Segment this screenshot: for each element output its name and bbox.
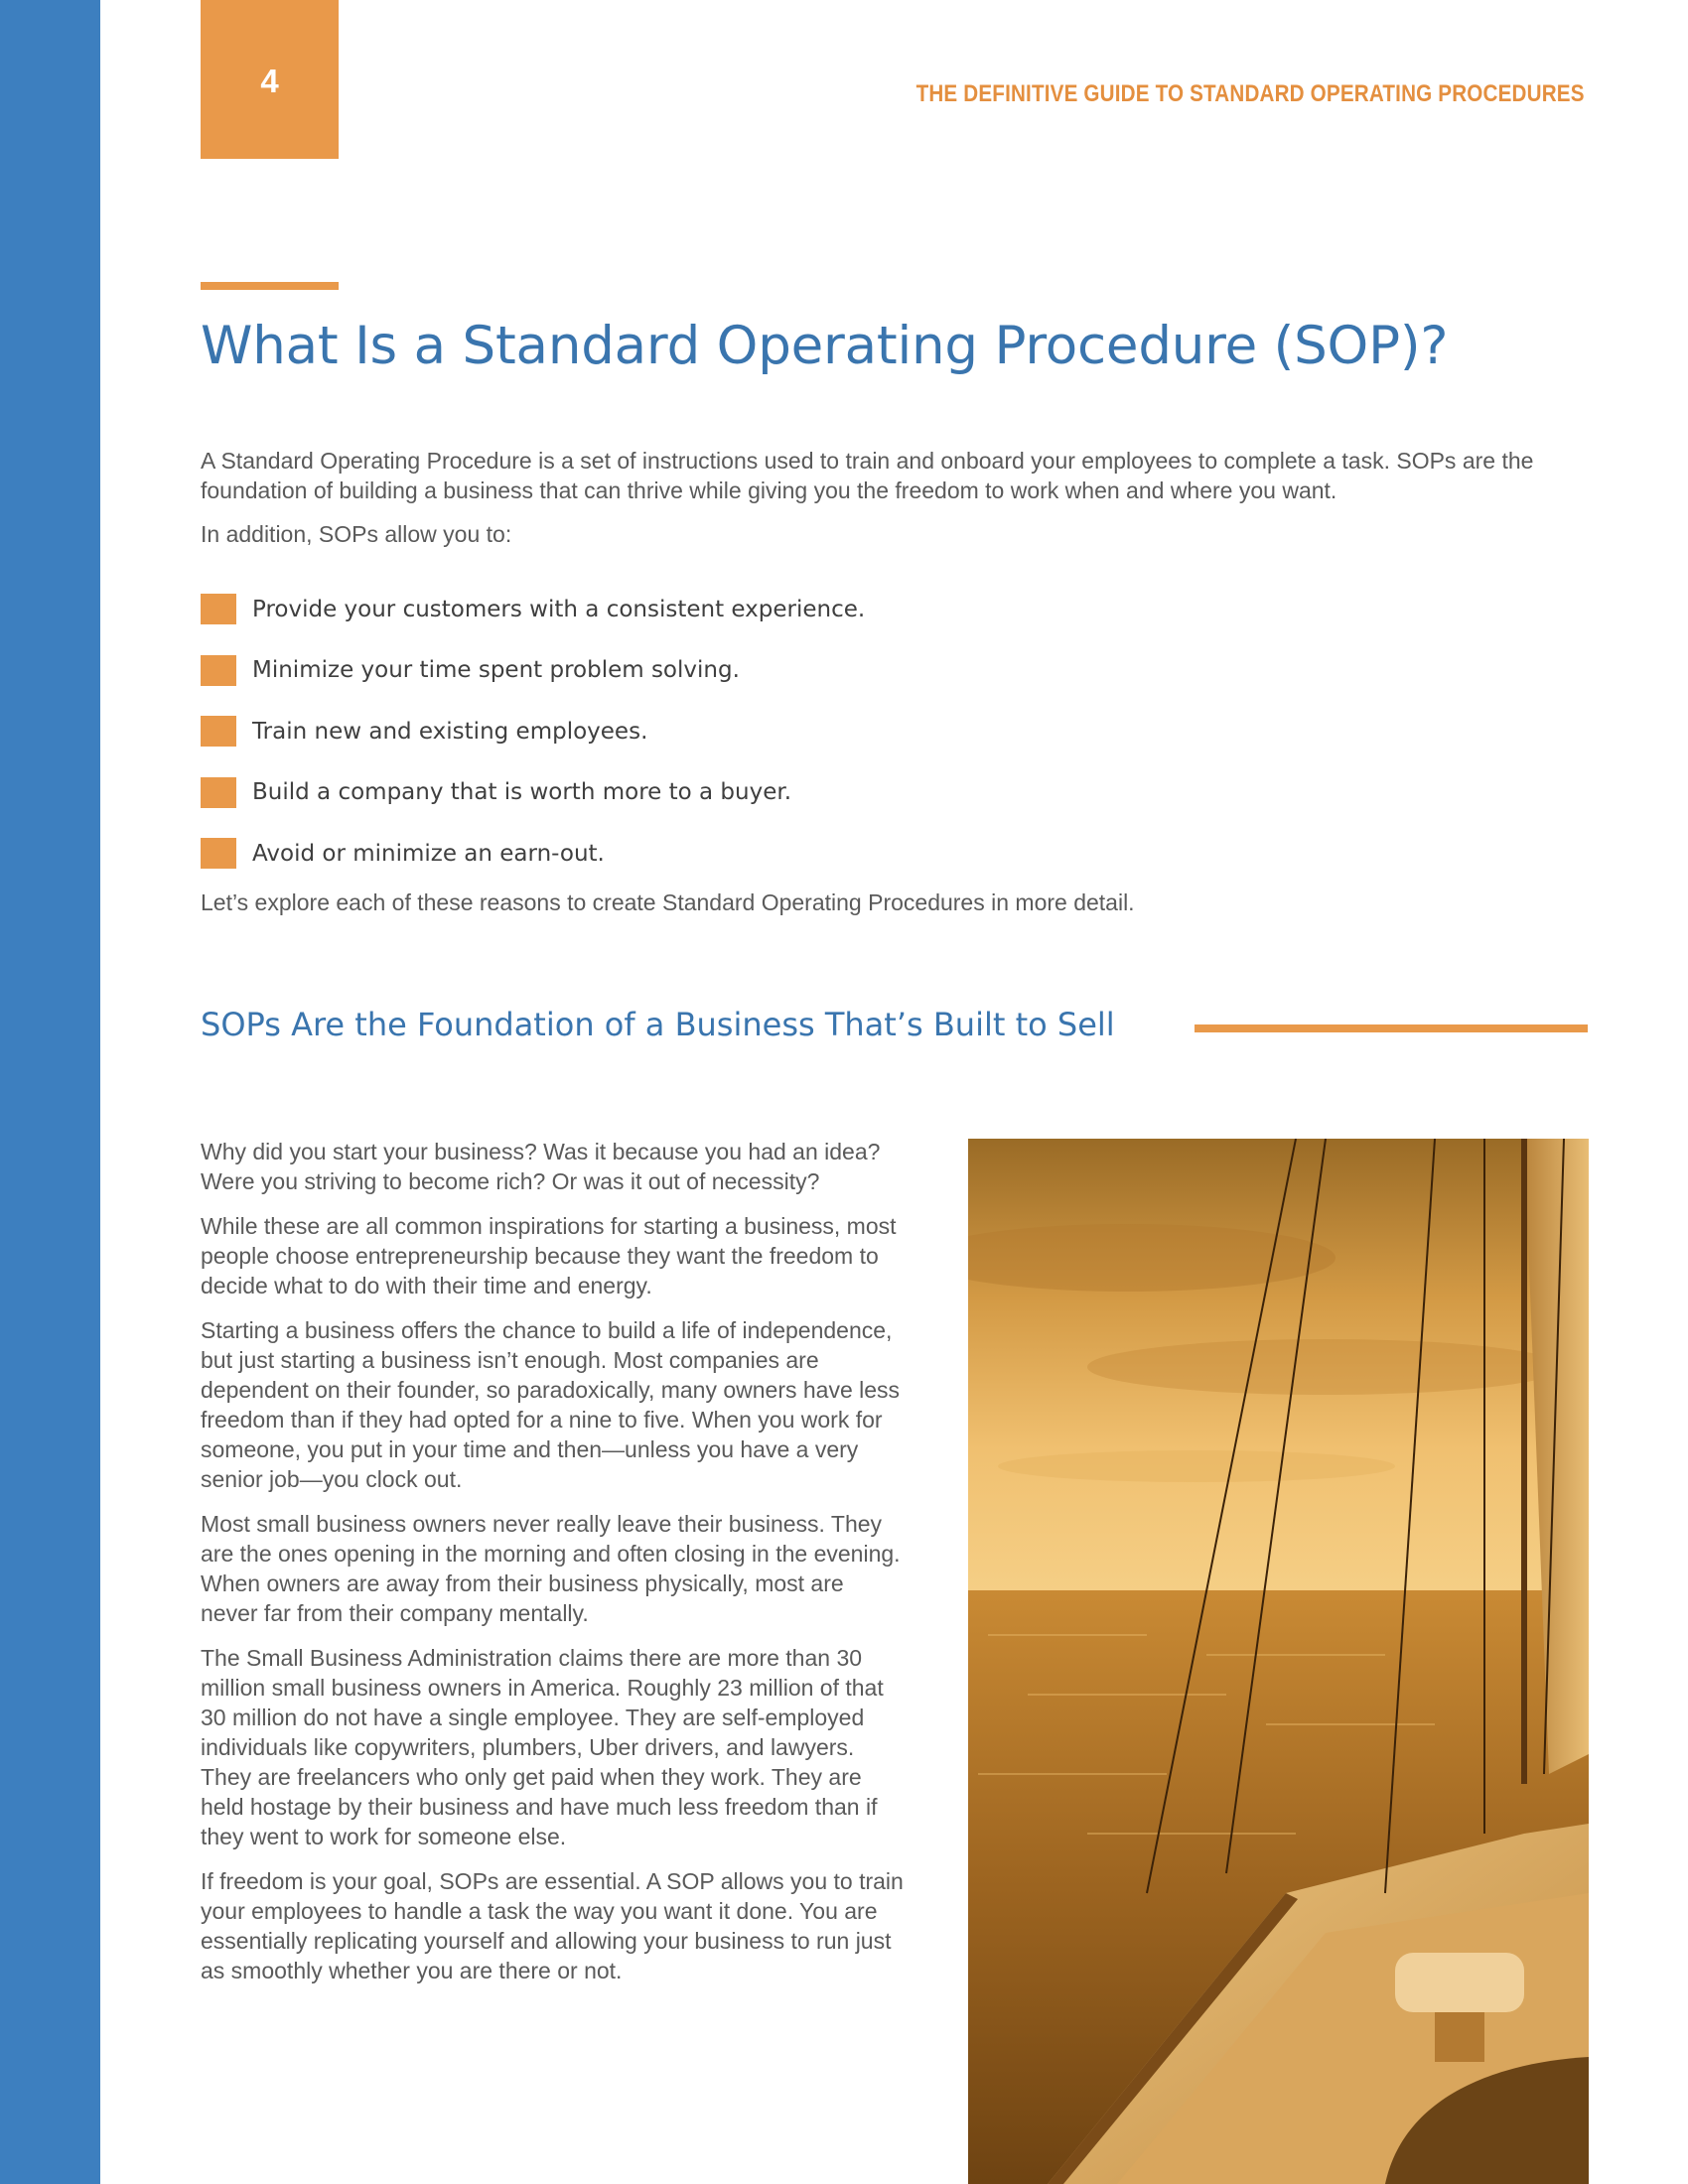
section-heading: SOPs Are the Foundation of a Business That’s Built to Sell: [201, 1006, 1115, 1043]
intro-paragraph: A Standard Operating Procedure is a set of instructions used to train and onboard your employees to complete a task. SOPs are the foundation of building a business that can thrive while giving you the freedom to work when and where you want.: [201, 448, 1534, 503]
lead-in-text: In addition, SOPs allow you to:: [201, 521, 512, 547]
page-number: 4: [260, 63, 279, 99]
list-item-text: Provide your customers with a consistent experience.: [252, 596, 866, 622]
list-item: [201, 701, 865, 762]
closing-sentence: Let’s explore each of these reasons to create Standard Operating Procedures in more detail.: [201, 889, 1135, 915]
body-column: [201, 1137, 906, 2000]
benefits-list: [201, 579, 865, 885]
page-number-tab: [201, 0, 339, 159]
list-item-text: Minimize your time spent problem solving.: [252, 657, 740, 684]
list-item-text: Avoid or minimize an earn-out.: [252, 840, 605, 867]
list-item: [201, 762, 865, 824]
body-paragraph: Starting a business offers the chance to build a life of independence, but just starting a business isn’t enough. Most companies are dependent on their founder, so paradoxically, many owners have less freedom than if they had opted for a nine to five. When you work for someone, you put in your time and then—unless you have a very senior job—you clock out.: [201, 1317, 901, 1492]
list-item: [201, 579, 865, 640]
square-bullet-icon: [201, 838, 236, 869]
square-bullet-icon: [201, 716, 236, 747]
intro-block: [201, 446, 1591, 563]
body-paragraph: If freedom is your goal, SOPs are essential. A SOP allows you to train your employees to handle a task the way you want it done. You are essentially replicating yourself and allowing your business to run just as smoothly whether you are there or not.: [201, 1868, 904, 1983]
running-header: THE DEFINITIVE GUIDE TO STANDARD OPERATING PROCEDURES: [915, 80, 1585, 107]
title-accent-rule: [201, 282, 339, 290]
body-paragraph: While these are all common inspirations for starting a business, most people choose entrepreneurship because they want the freedom to decide what to do with their time and energy.: [201, 1213, 897, 1298]
body-paragraph: Most small business owners never really leave their business. They are the ones opening in the morning and often closing in the evening. When owners are away from their business physically, most are never far from their company mentally.: [201, 1511, 901, 1626]
sailboat-photo: [968, 1139, 1589, 2184]
list-item: [201, 640, 865, 702]
left-color-band: [0, 0, 100, 2184]
section-accent-rule: [1195, 1024, 1588, 1032]
body-paragraph: Why did you start your business? Was it because you had an idea? Were you striving to become rich? Or was it out of necessity?: [201, 1139, 881, 1194]
list-item-text: Build a company that is worth more to a buyer.: [252, 779, 792, 806]
square-bullet-icon: [201, 777, 236, 808]
square-bullet-icon: [201, 594, 236, 624]
square-bullet-icon: [201, 655, 236, 686]
page-title: What Is a Standard Operating Procedure (SOP)?: [201, 316, 1449, 376]
list-item: [201, 823, 865, 885]
body-paragraph: The Small Business Administration claims there are more than 30 million small business owners in America. Roughly 23 million of that 30 million do not have a single employee. They are self-employed individuals like copywriters, plumbers, Uber drivers, and lawyers. They are freelancers who only get paid when they work. They are held hostage by their business and have much less freedom than if they went to work for someone else.: [201, 1645, 884, 1849]
list-item-text: Train new and existing employees.: [252, 718, 648, 745]
